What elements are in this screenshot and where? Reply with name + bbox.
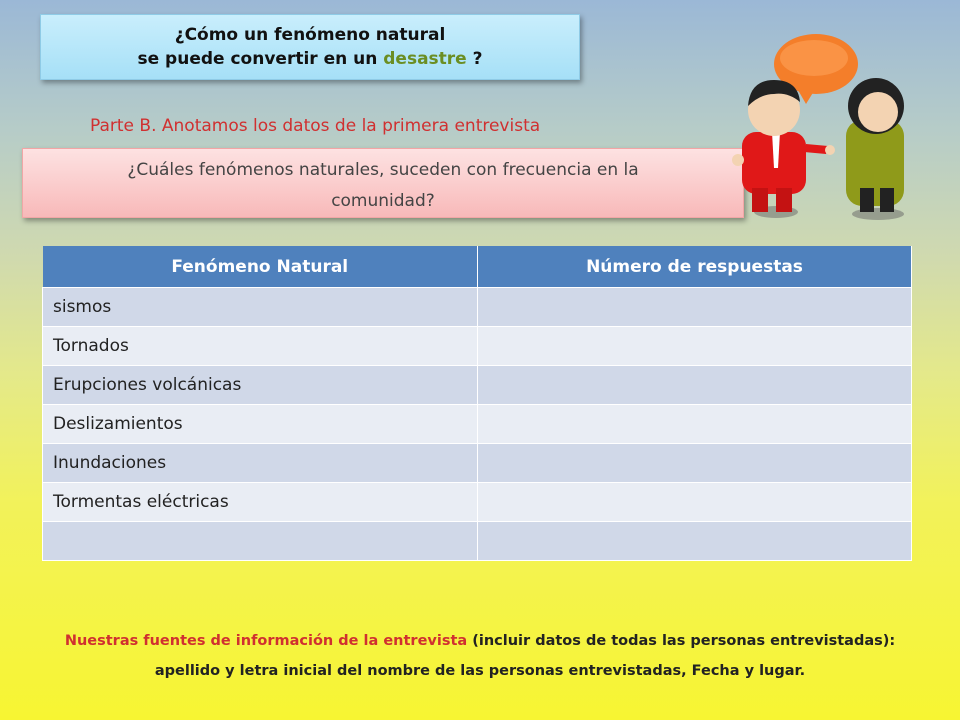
- phenomenon-cell[interactable]: Deslizamientos: [43, 405, 478, 444]
- responses-cell[interactable]: [478, 288, 912, 327]
- table-row: [43, 522, 912, 561]
- footer-note: [40, 626, 920, 686]
- table-row: [43, 444, 912, 483]
- question-line-2: comunidad?: [331, 191, 435, 211]
- question-box: [22, 148, 744, 218]
- phenomenon-cell[interactable]: sismos: [43, 288, 478, 327]
- responses-cell[interactable]: [478, 522, 912, 561]
- header-phenomenon: Fenómeno Natural: [43, 246, 478, 288]
- footer-black-text: (incluir datos de todas las personas entrevistadas): apellido y letra inicial del nombre de las personas entrevistadas, Fecha y lugar.: [154, 633, 896, 679]
- table-row: [43, 327, 912, 366]
- responses-cell[interactable]: [478, 405, 912, 444]
- phenomenon-cell[interactable]: Tormentas eléctricas: [43, 483, 478, 522]
- subtitle: Parte B. Anotamos los datos de la primera entrevista: [90, 116, 541, 136]
- table-row: [43, 405, 912, 444]
- responses-cell[interactable]: [478, 366, 912, 405]
- table-row: [43, 288, 912, 327]
- table-header-row: [43, 246, 912, 288]
- phenomenon-cell[interactable]: Tornados: [43, 327, 478, 366]
- phenomenon-cell[interactable]: Erupciones volcánicas: [43, 366, 478, 405]
- table-row: [43, 366, 912, 405]
- title-highlight: desastre: [383, 49, 467, 69]
- table-row: [43, 483, 912, 522]
- title-line-2: [41, 47, 579, 71]
- title-line-2-prefix: se puede convertir en un: [137, 49, 384, 69]
- footer-red-text: Nuestras fuentes de información de la entrevista: [64, 633, 468, 649]
- responses-cell[interactable]: [478, 444, 912, 483]
- question-line-1: ¿Cuáles fenómenos naturales, suceden con frecuencia en la: [127, 160, 639, 180]
- header-responses: Número de respuestas: [478, 246, 912, 288]
- responses-cell[interactable]: [478, 483, 912, 522]
- title-box: [40, 14, 580, 80]
- responses-cell[interactable]: [478, 327, 912, 366]
- phenomenon-cell[interactable]: [43, 522, 478, 561]
- phenomena-table: [42, 246, 912, 561]
- title-line-1: ¿Cómo un fenómeno natural: [174, 25, 446, 45]
- phenomenon-cell[interactable]: Inundaciones: [43, 444, 478, 483]
- title-line-2-suffix: ?: [466, 49, 483, 69]
- two-people-talking-icon: [728, 28, 928, 227]
